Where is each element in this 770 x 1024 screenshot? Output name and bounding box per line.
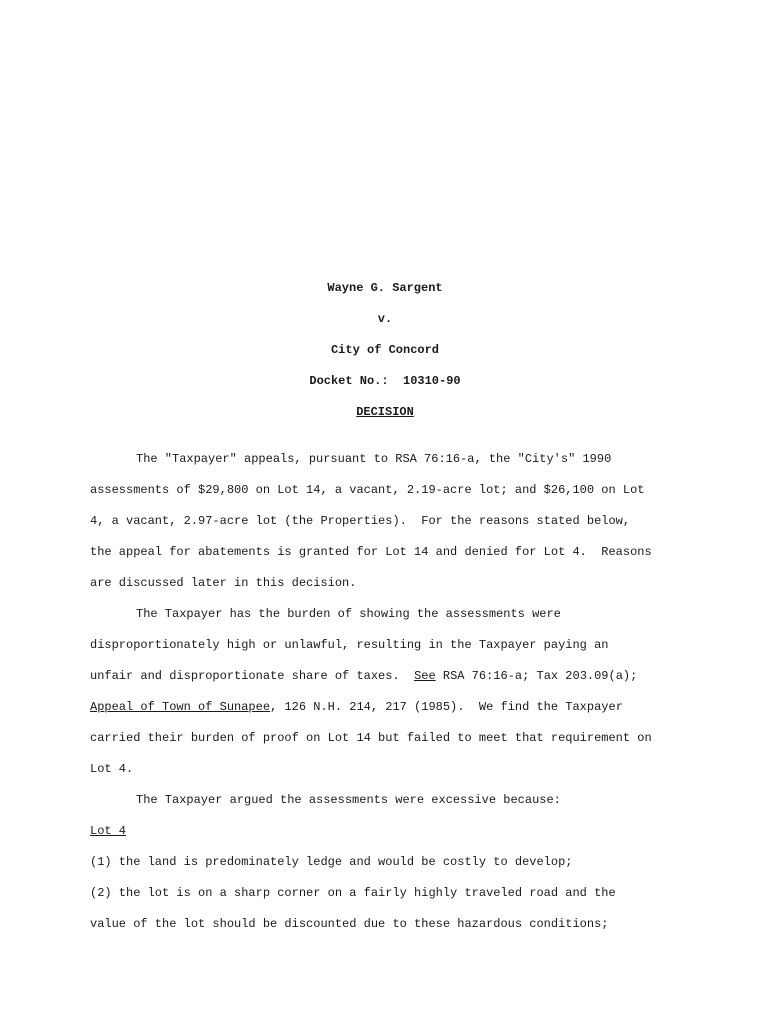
para3-line1: The Taxpayer argued the assessments were excessive because: [136, 793, 561, 807]
lot-4-heading: Lot 4 [90, 824, 127, 838]
versus: v. [377, 312, 393, 326]
para2-line3-end: RSA 76:16-a; Tax 203.09(a); [435, 669, 638, 683]
list-item-2-line1: (2) the lot is on a sharp corner on a fairly highly traveled road and the [90, 886, 616, 900]
docket-number: Docket No.: 10310-90 [309, 374, 461, 388]
para2-line3-start: unfair and disproportionate share of taxes. [90, 669, 415, 683]
case-citation: Appeal of Town of Sunapee [90, 700, 271, 714]
para1-line5: are discussed later in this decision. [90, 576, 357, 590]
para1-line1: The "Taxpayer" appeals, pursuant to RSA 76:16-a, the "City's" 1990 [136, 452, 612, 466]
para1-line2: assessments of $29,800 on Lot 14, a vacant, 2.19-acre lot; and $26,100 on Lot [90, 483, 645, 497]
para2-line4-end: , 126 N.H. 214, 217 (1985). We find the Taxpayer [270, 700, 623, 714]
para1-line4: the appeal for abatements is granted for Lot 14 and denied for Lot 4. Reasons [90, 545, 652, 559]
list-item-2-line2: value of the lot should be discounted due to these hazardous conditions; [90, 917, 609, 931]
para2-line2: disproportionately high or unlawful, resulting in the Taxpayer paying an [90, 638, 609, 652]
para2-line5: carried their burden of proof on Lot 14 but failed to meet that requirement on [90, 731, 652, 745]
decision-heading: DECISION [356, 405, 414, 419]
plaintiff-name: Wayne G. Sargent [327, 281, 443, 295]
para2-line4 [90, 700, 623, 714]
see-citation-signal: See [414, 669, 436, 683]
lot-4-heading-wrap [90, 824, 126, 838]
list-item-1: (1) the land is predominately ledge and would be costly to develop; [90, 855, 573, 869]
para2-line3 [90, 669, 637, 683]
para2-line1: The Taxpayer has the burden of showing the assessments were [136, 607, 561, 621]
para2-line6: Lot 4. [90, 762, 134, 776]
para1-line3: 4, a vacant, 2.97-acre lot (the Properties). For the reasons stated below, [90, 514, 631, 528]
decision-heading-wrap [0, 405, 770, 419]
defendant-name: City of Concord [330, 343, 440, 357]
